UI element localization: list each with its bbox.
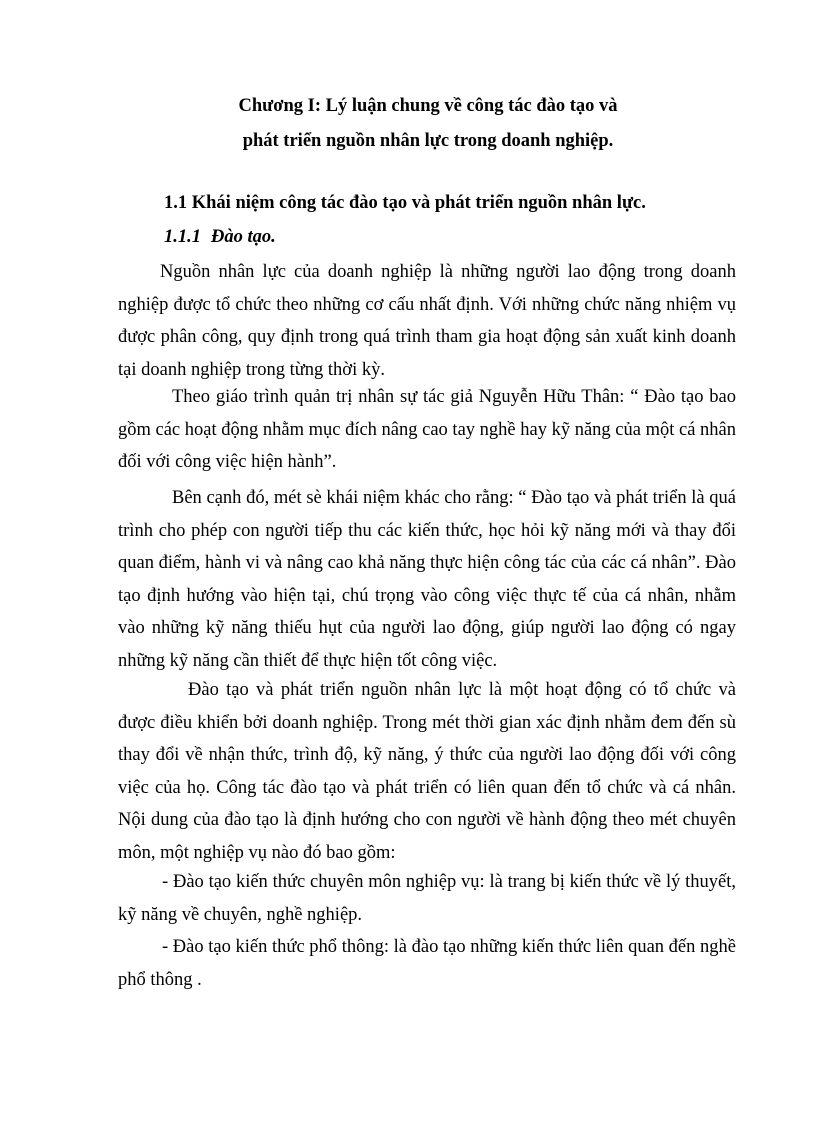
chapter-title-line-1: Chương I: Lý luận chung về công tác đào tạo và [238,96,618,116]
subsection-heading [164,227,276,248]
paragraph-1: Nguồn nhân lực của doanh nghiệp là những người lao động trong doanh nghiệp được tổ chức theo những cơ cấu nhất định. Với những chức năng nhiệm vụ được phân công, quy định trong quá trình tham gia hoạt động sản xuất kinh doanh tại doanh nghiệp trong từng thời kỳ. [118,262,736,380]
paragraph-3: Bên cạnh đó, mét sè khái niệm khác cho rằng: “ Đào tạo và phát triển là quá trình cho phép con người tiếp thu các kiến thức, học hỏi kỹ năng mới và thay đổi quan điểm, hành vi và nâng cao khả năng thực hiện công tác của các cá nhân”. Đào tạo định hướng vào hiện tại, chú trọng vào công việc thực tế của cá nhân, nhằm vào những kỹ năng thiếu hụt của người lao động, giúp người lao động có ngay những kỹ năng cần thiết để thực hiện tốt công việc. [118,488,736,671]
paragraph-2: Theo giáo trình quản trị nhân sự tác giả Nguyễn Hữu Thân: “ Đào tạo bao gồm các hoạt động nhằm mục đích nâng cao tay nghề hay kỹ năng của một cá nhân đối với công việc hiện hành”. [118,387,737,473]
list-item-1: - Đào tạo kiến thức chuyên môn nghiệp vụ: là trang bị kiến thức về lý thuyết, kỹ năng về chuyên, nghề nghiệp. [118,872,736,925]
subsection-number: 1.1.1 [164,227,201,247]
list-item-2: - Đào tạo kiến thức phổ thông: là đào tạo những kiến thức liên quan đến nghề phổ thông . [118,937,736,990]
section-heading: 1.1 Khái niệm công tác đào tạo và phát triển nguồn nhân lực. [164,193,646,213]
subsection-title: Đào tạo. [211,227,276,247]
paragraph-4: Đào tạo và phát triển nguồn nhân lực là một hoạt động có tổ chức và được điều khiển bởi doanh nghiệp. Trong mét thời gian xác định nhằm đem đến sù thay đổi về nhận thức, trình độ, kỹ năng, ý thức của người lao động đối với công việc của họ. Công tác đào tạo và phát triển có liên quan đến tổ chức và cá nhân. Nội dung của đào tạo là định hướng cho con người về hành động theo mét chuyên môn, một nghiệp vụ nào đó bao gồm: [118,680,736,863]
chapter-title-line-2: phát triển nguồn nhân lực trong doanh nghiệp. [242,131,614,151]
